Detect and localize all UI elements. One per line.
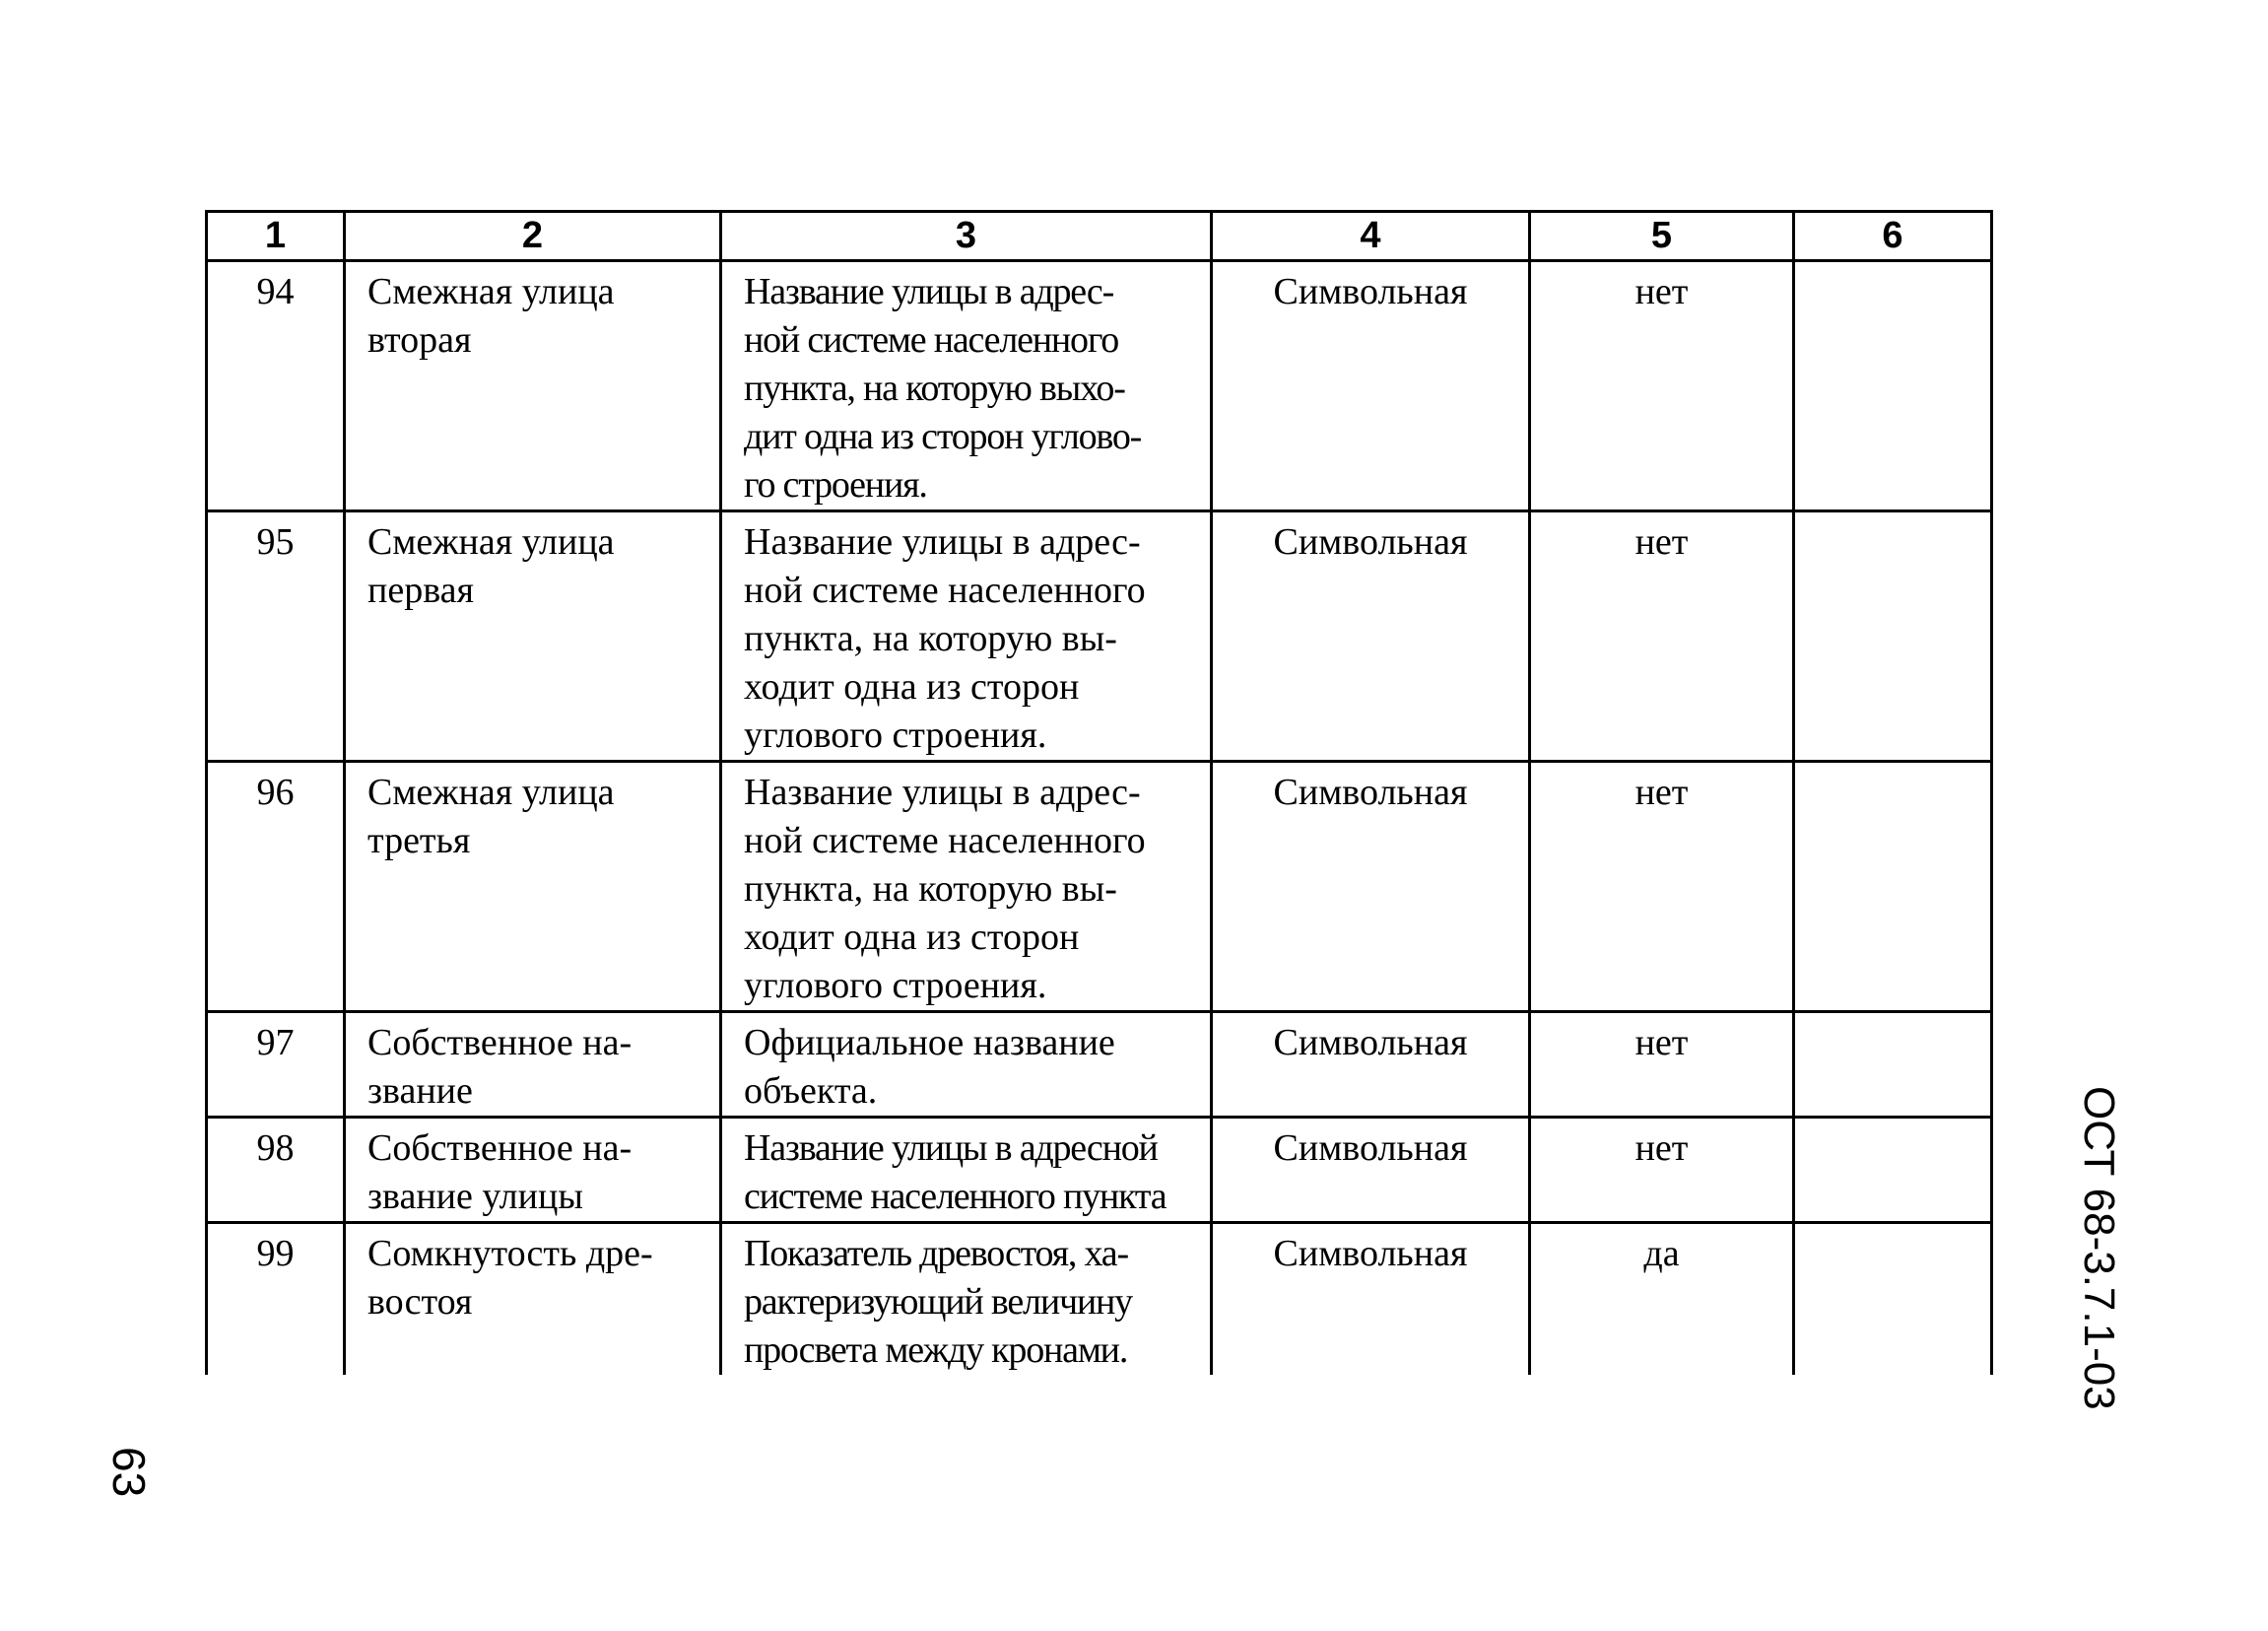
column-6-cell	[1794, 1012, 1992, 1118]
description-line: Официальное название	[744, 1022, 1115, 1063]
column-6-cell	[1794, 1223, 1992, 1376]
attribute-name-line: Собственное на-	[367, 1022, 633, 1063]
attribute-name	[345, 762, 721, 1012]
table-row	[207, 762, 1992, 1012]
attribute-description	[721, 261, 1212, 511]
attribute-required: да	[1530, 1223, 1794, 1376]
description-line: Название улицы в адрес-	[744, 521, 1141, 563]
attribute-name-line: Собственное на-	[367, 1127, 633, 1169]
attribute-name-line: Смежная улица	[367, 271, 615, 312]
attribute-type: Символьная	[1212, 762, 1530, 1012]
attribute-required: нет	[1530, 511, 1794, 762]
attribute-description	[721, 1118, 1212, 1223]
table-row	[207, 1223, 1992, 1376]
description-line: Показатель древостоя, ха-	[744, 1233, 1128, 1274]
header-col-5: 5	[1530, 212, 1794, 261]
header-col-2: 2	[345, 212, 721, 261]
document-code: ОСТ 68-3.7.1-03	[2075, 1086, 2123, 1410]
header-col-4: 4	[1212, 212, 1530, 261]
table-row	[207, 1012, 1992, 1118]
header-col-3: 3	[721, 212, 1212, 261]
column-6-cell	[1794, 762, 1992, 1012]
attributes-table	[205, 210, 1993, 1375]
description-line: пункта, на которую вы-	[744, 618, 1117, 659]
page-number: 63	[103, 1447, 155, 1498]
description-line: ходит одна из сторон	[744, 917, 1080, 958]
column-6-cell	[1794, 511, 1992, 762]
attribute-name-line: вторая	[367, 319, 472, 361]
description-line: Название улицы в адрес-	[744, 271, 1114, 312]
description-line: углового строения.	[744, 714, 1047, 756]
attribute-name	[345, 1012, 721, 1118]
description-line: системе населенного пункта	[744, 1176, 1167, 1217]
row-number: 99	[207, 1223, 345, 1376]
attribute-name	[345, 261, 721, 511]
attribute-required: нет	[1530, 1118, 1794, 1223]
row-number: 98	[207, 1118, 345, 1223]
description-line: дит одна из сторон углово-	[744, 416, 1142, 457]
attribute-required: нет	[1530, 1012, 1794, 1118]
description-line: го строения.	[744, 464, 927, 506]
description-line: пункта, на которую выхо-	[744, 368, 1125, 409]
attribute-name-line: звание	[367, 1070, 473, 1112]
row-number: 94	[207, 261, 345, 511]
attribute-name	[345, 1118, 721, 1223]
column-6-cell	[1794, 1118, 1992, 1223]
row-number: 96	[207, 762, 345, 1012]
attribute-name-line: третья	[367, 820, 471, 861]
attribute-type: Символьная	[1212, 261, 1530, 511]
attribute-description	[721, 1012, 1212, 1118]
description-line: Название улицы в адресной	[744, 1127, 1158, 1169]
description-line: Название улицы в адрес-	[744, 772, 1141, 813]
attribute-name	[345, 511, 721, 762]
description-line: пункта, на которую вы-	[744, 868, 1117, 910]
description-line: ной системе населенного	[744, 820, 1146, 861]
attribute-name-line: Сомкнутость дре-	[367, 1233, 653, 1274]
description-line: ходит одна из сторон	[744, 666, 1080, 708]
description-line: просвета между кронами.	[744, 1329, 1128, 1371]
attribute-name-line: востоя	[367, 1281, 473, 1323]
description-line: объекта.	[744, 1070, 878, 1112]
attribute-name-line: Смежная улица	[367, 772, 615, 813]
description-line: углового строения.	[744, 965, 1047, 1006]
header-col-6: 6	[1794, 212, 1992, 261]
attribute-type: Символьная	[1212, 511, 1530, 762]
row-number: 95	[207, 511, 345, 762]
table-row	[207, 511, 1992, 762]
row-number: 97	[207, 1012, 345, 1118]
attribute-description	[721, 511, 1212, 762]
column-6-cell	[1794, 261, 1992, 511]
attribute-type: Символьная	[1212, 1118, 1530, 1223]
attribute-name	[345, 1223, 721, 1376]
attribute-description	[721, 762, 1212, 1012]
attribute-name-line: Смежная улица	[367, 521, 615, 563]
table-row	[207, 261, 1992, 511]
table-header-row	[207, 212, 1992, 261]
attribute-required: нет	[1530, 261, 1794, 511]
description-line: ной системе населенного	[744, 570, 1146, 611]
attribute-name-line: звание улицы	[367, 1176, 583, 1217]
attribute-type: Символьная	[1212, 1223, 1530, 1376]
attribute-name-line: первая	[367, 570, 474, 611]
description-line: ной системе населенного	[744, 319, 1119, 361]
header-col-1: 1	[207, 212, 345, 261]
description-line: рактеризующий величину	[744, 1281, 1132, 1323]
table-row	[207, 1118, 1992, 1223]
attribute-type: Символьная	[1212, 1012, 1530, 1118]
attribute-required: нет	[1530, 762, 1794, 1012]
attribute-description	[721, 1223, 1212, 1376]
